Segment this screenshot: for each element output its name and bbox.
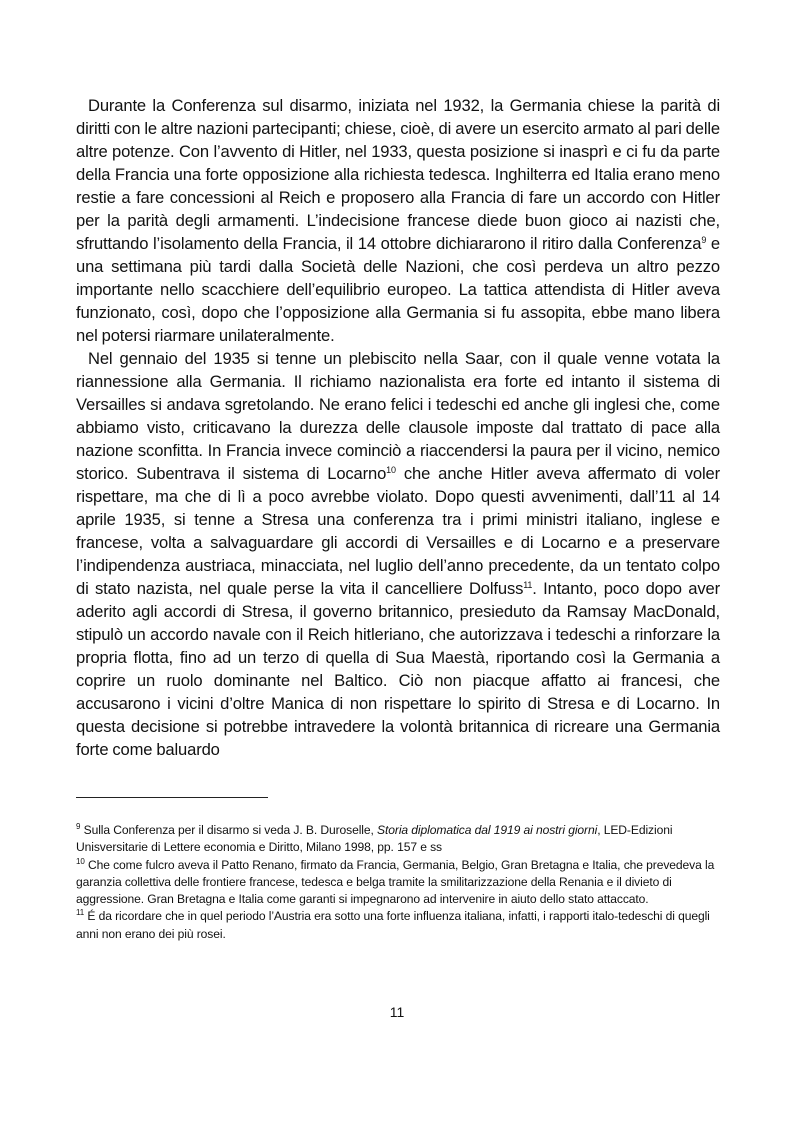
paragraph-2	[76, 347, 720, 761]
paragraph-2-text-c: . Intanto, poco dopo aver aderito agli accordi di Stresa, il governo britannico, presieduto da Ramsay MacDonald, stipulò un accordo navale con il Reich hitleriano, che autorizzava i tedeschi a rinforzare la propria flotta, fino ad un terzo di quella di Sua Maestà, riportando così la Germania a coprire un ruolo dominante nel Baltico. Ciò non piacque affatto ai francesi, che accusarono i vicini d’oltre Manica di non rispettare lo spirito di Stresa e di Locarno. In questa decisione si potrebbe intravedere la volontà britannica di ricreare una Germania forte come baluardo	[76, 579, 720, 759]
footnote-11-text: É da ricordare che in quel periodo l’Austria era sotto una forte influenza italiana, infatti, i rapporti italo-tedeschi di quegli anni non erano dei più rosei.	[76, 909, 710, 941]
footnote-ref-9[interactable]: 9	[701, 235, 707, 245]
footnote-ref-11[interactable]: 11	[523, 580, 533, 590]
footnote-11-mark: 11	[76, 908, 85, 918]
paragraph-1-text-a: Durante la Conferenza sul disarmo, iniziata nel 1932, la Germania chiese la parità di diritti con le altre nazioni partecipanti; chiese, cioè, di avere un esercito armato al pari delle altre potenze. Con l’avvento di Hitler, nel 1933, questa posizione si inasprì e ci fu da parte della Francia una forte opposizione alla richiesta tedesca. Inghilterra ed Italia erano meno restie a fare concessioni al Reich e proposero alla Francia di fare un accordo con Hitler per la parità degli armamenti. L’indecisione francese diede buon gioco ai nazisti che, sfruttando l’isolamento della Francia, il 14 ottobre dichiararono il ritiro dalla Conferenza	[76, 96, 720, 253]
body-text	[76, 94, 720, 761]
footnote-9-text-a: Sulla Conferenza per il disarmo si veda J. B. Duroselle,	[80, 823, 378, 837]
footnote-10-text: Che come fulcro aveva il Patto Renano, firmato da Francia, Germania, Belgio, Gran Bretagna e Italia, che prevedeva la garanzia collettiva delle frontiere francese, tedesca e belga tramite la smilitarizzazione della Renania e il divieto di aggressione. Gran Bretagna e Italia come garanti si impegnarono ad intervenire in aiuto dello stato attaccato.	[76, 857, 715, 907]
footnote-ref-10[interactable]: 10	[386, 465, 396, 475]
paragraph-2-text-a: Nel gennaio del 1935 si tenne un plebiscito nella Saar, con il quale venne votata la riannessione alla Germania. Il richiamo nazionalista era forte ed intanto il sistema di Versailles si andava sgretolando. Ne erano felici i tedeschi ed anche gli inglesi che, come abbiamo visto, criticavano la durezza delle clausole imposte dal trattato di pace alla nazione sconfitta. In Francia invece cominciò a riaccendersi la paura per il vicino, nemico storico. Subentrava il sistema di Locarno	[76, 349, 720, 483]
footnote-9	[76, 822, 724, 857]
footnote-separator	[76, 797, 268, 798]
paragraph-1-text-b: e una settimana più tardi dalla Società delle Nazioni, che così perdeva un altro pezzo importante nello scacchiere dell’equilibrio europeo. La tattica attendista di Hitler aveva funzionato, così, dopo che l’opposizione alla Germania si fu assopita, ebbe mano libera nel potersi riarmare unilateralmente.	[76, 234, 720, 345]
page-number: 11	[389, 1004, 405, 1020]
footnote-10	[76, 857, 724, 909]
footnote-11	[76, 908, 724, 943]
footnote-9-book-title: Storia diplomatica dal 1919 ai nostri giorni	[377, 823, 598, 837]
footnotes	[76, 822, 724, 943]
paragraph-2-text-b: che anche Hitler aveva affermato di voler rispettare, ma che di lì a poco avrebbe violato. Dopo questi avvenimenti, dall’11 al 14 aprile 1935, si tenne a Stresa una conferenza tra i primi ministri italiano, inglese e francese, volta a salvaguardare gli accordi di Versailles e di Locarno e a preservare l’indipendenza austriaca, minacciata, nel luglio dell’anno precedente, da un tentato colpo di stato nazista, nel quale perse la vita il cancelliere Dolfuss	[76, 464, 720, 598]
footnote-10-mark: 10	[76, 856, 85, 866]
footnote-9-mark: 9	[76, 822, 81, 831]
footnote-9-text-b: , LED-Edizioni Unisversitarie di Lettere economia e Diritto, Milano 1998, pp. 157 e ss	[76, 823, 673, 855]
paragraph-1	[76, 94, 720, 347]
